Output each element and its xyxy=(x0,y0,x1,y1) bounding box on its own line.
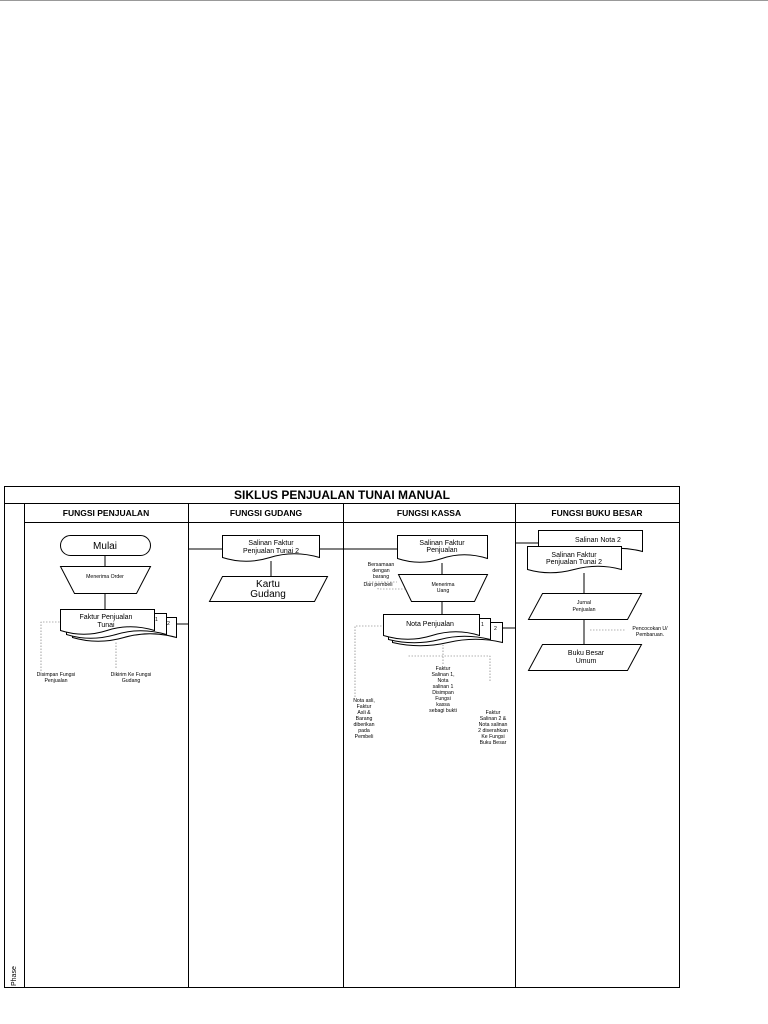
step-menerima-uang-1: Menerima xyxy=(431,582,455,588)
doc-kassa-line2: Penjualan xyxy=(426,547,458,554)
svg-text:Faktur: Faktur xyxy=(435,666,451,672)
svg-text:pada: pada xyxy=(358,728,370,734)
svg-text:Nota: Nota xyxy=(437,678,449,684)
svg-text:Barang: Barang xyxy=(355,716,373,722)
doc-kassa-line1: Salinan Faktur xyxy=(419,540,465,547)
nota-copy-number-1: 1 xyxy=(481,622,484,628)
note-faktur-salinan-2 xyxy=(478,710,508,746)
svg-text:Ke Fungsi: Ke Fungsi xyxy=(481,734,505,740)
doc-gudang-line2: Penjualan Tunai 2 xyxy=(242,548,300,555)
phase-label: Phase xyxy=(11,966,18,986)
svg-text:sebagi bukti: sebagi bukti xyxy=(429,708,457,714)
note-disimpan: Disimpan Fungsi xyxy=(36,672,76,678)
kartu-gudang-line1: Kartu xyxy=(256,579,280,590)
note-dari-pembeli: Dari pembeli xyxy=(363,582,393,588)
svg-text:Buku Besar: Buku Besar xyxy=(479,740,507,746)
step-menerima-order: Menerima Order xyxy=(86,574,124,580)
note-nota-asli xyxy=(353,698,375,740)
note-disimpan-2: Penjualan xyxy=(44,678,68,684)
lane-label-gudang: FUNGSI GUDANG xyxy=(229,508,303,518)
note-pencocokan-2: Pembaruan. xyxy=(635,632,665,638)
jurnal-line2: Penjualan xyxy=(572,607,596,613)
doc-nota-label: Nota Penjualan xyxy=(406,621,454,628)
svg-text:Fungsi: Fungsi xyxy=(435,696,451,702)
svg-text:diberikan: diberikan xyxy=(353,722,375,728)
doc-bukubesar-line2: Penjualan Tunai 2 xyxy=(545,559,603,566)
doc-faktur-line2: Tunai xyxy=(97,622,115,629)
jurnal-line1: Jurnal xyxy=(576,600,592,606)
svg-text:Faktur: Faktur xyxy=(485,710,501,716)
svg-text:Nota salinan: Nota salinan xyxy=(478,722,508,728)
svg-text:salinan 1: salinan 1 xyxy=(432,684,454,690)
svg-text:Pembeli: Pembeli xyxy=(354,734,374,740)
svg-text:2 diserahkan: 2 diserahkan xyxy=(478,728,508,734)
note-bersamaan-3: barang xyxy=(372,574,390,580)
manual-operation-menerima-order xyxy=(61,567,151,594)
note-pencocokan-1: Pencocokan U/ xyxy=(632,626,668,632)
svg-text:kassa: kassa xyxy=(436,702,450,708)
svg-text:Nota asli,: Nota asli, xyxy=(353,698,375,704)
dashed-connector xyxy=(355,626,383,697)
nota-copy-number-2: 2 xyxy=(494,626,497,632)
kartu-gudang-line2: Gudang xyxy=(250,589,286,600)
svg-text:Disimpan: Disimpan xyxy=(432,690,454,696)
doc-salinan-nota-label: Salinan Nota 2 xyxy=(575,537,621,544)
step-menerima-uang-2: Uang xyxy=(436,588,450,594)
diagram-title: SIKLUS PENJUALAN TUNAI MANUAL xyxy=(234,488,450,502)
note-dikirim: Dikirim Ke Fungsi xyxy=(110,672,152,678)
svg-text:Faktur: Faktur xyxy=(356,704,372,710)
lane-label-kassa: FUNGSI KASSA xyxy=(396,508,462,518)
doc-bukubesar-line1: Salinan Faktur xyxy=(551,552,597,559)
dashed-connector xyxy=(41,622,60,671)
copy-number-2: 2 xyxy=(167,621,170,627)
svg-text:Salinan 2 &: Salinan 2 & xyxy=(479,716,507,722)
note-faktur-salinan-1 xyxy=(429,666,457,714)
svg-text:Salinan 1,: Salinan 1, xyxy=(431,672,455,678)
note-bersamaan-1: Bersamaan xyxy=(367,562,395,568)
lane-label-penjualan: FUNGSI PENJUALAN xyxy=(62,508,150,518)
lane-label-bukubesar: FUNGSI BUKU BESAR xyxy=(551,508,643,518)
copy-number-1: 1 xyxy=(155,617,158,623)
start-label: Mulai xyxy=(93,541,117,552)
buku-besar-line1: Buku Besar xyxy=(567,650,605,657)
note-bersamaan-2: dengan xyxy=(372,568,390,574)
note-dikirim-2: Gudang xyxy=(121,678,141,684)
svg-text:Asli &: Asli & xyxy=(357,710,371,716)
doc-faktur-line1: Faktur Penjualan xyxy=(79,614,133,621)
doc-gudang-line1: Salinan Faktur xyxy=(248,540,294,547)
buku-besar-line2: Umum xyxy=(575,658,597,665)
